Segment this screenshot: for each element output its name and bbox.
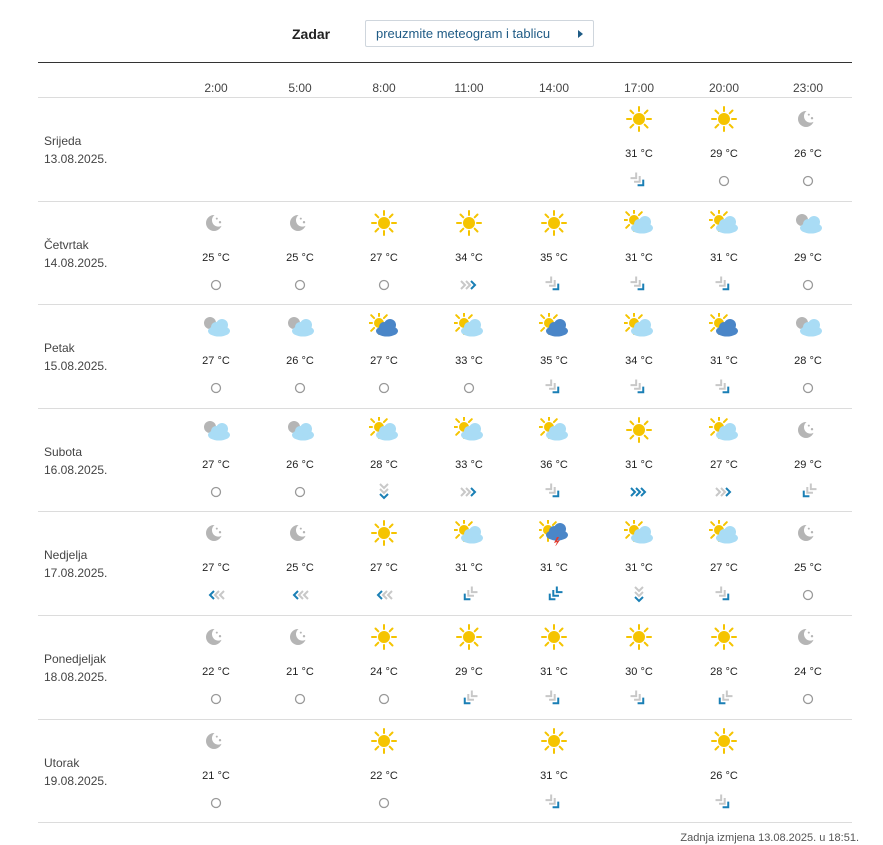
temperature: 29 °C bbox=[794, 458, 822, 471]
city-name: Zadar bbox=[292, 26, 331, 42]
moon-icon bbox=[793, 106, 823, 132]
forecast-cell bbox=[270, 305, 330, 408]
sun-cloud-icon bbox=[709, 520, 739, 546]
day-date: 13.08.2025. bbox=[44, 152, 108, 166]
forecast-cell bbox=[439, 409, 499, 512]
sun-icon bbox=[709, 106, 739, 132]
forecast-cell bbox=[186, 616, 246, 719]
calm-wind-icon bbox=[797, 586, 819, 604]
temperature: 27 °C bbox=[710, 458, 738, 471]
sun-icon bbox=[369, 210, 399, 236]
calm-wind-icon bbox=[373, 276, 395, 294]
calm-wind-icon bbox=[205, 690, 227, 708]
temperature: 31 °C bbox=[540, 769, 568, 782]
sun-cloud-icon bbox=[624, 210, 654, 236]
sun-icon bbox=[624, 417, 654, 443]
forecast-cell bbox=[186, 409, 246, 512]
temperature: 21 °C bbox=[286, 666, 314, 678]
sun-cloud-icon bbox=[709, 417, 739, 443]
day-label bbox=[44, 650, 107, 686]
wind-direction-icon bbox=[543, 276, 565, 294]
wind-direction-icon bbox=[373, 483, 395, 501]
wind-direction-icon bbox=[713, 586, 735, 604]
sun-cloud-dark-icon bbox=[709, 313, 739, 339]
last-update-text: Zadnja izmjena 13.08.2025. u 18:51. bbox=[680, 832, 859, 844]
forecast-cell bbox=[524, 720, 584, 823]
forecast-cell bbox=[186, 202, 246, 305]
temperature: 35 °C bbox=[540, 355, 568, 368]
moon-cloud-icon bbox=[285, 417, 315, 443]
day-label bbox=[44, 443, 107, 479]
calm-wind-icon bbox=[713, 172, 735, 190]
hour-label: 8:00 bbox=[372, 81, 396, 95]
forecast-cell bbox=[439, 616, 499, 719]
day-date: 18.08.2025. bbox=[44, 670, 108, 684]
temperature: 27 °C bbox=[370, 251, 398, 264]
forecast-cell bbox=[524, 616, 584, 719]
wind-direction-icon bbox=[713, 794, 735, 812]
hour-label: 17:00 bbox=[623, 81, 655, 95]
forecast-cell bbox=[354, 720, 414, 823]
calm-wind-icon bbox=[205, 379, 227, 397]
day-name: Četvrtak bbox=[44, 237, 89, 252]
forecast-cell bbox=[609, 409, 669, 512]
day-date: 17.08.2025. bbox=[44, 566, 108, 581]
temperature: 36 °C bbox=[540, 458, 568, 471]
temperature: 29 °C bbox=[455, 666, 483, 678]
day-row-utorak bbox=[38, 719, 852, 823]
sun-storm-icon bbox=[539, 520, 569, 546]
forecast-cell bbox=[694, 202, 754, 305]
sun-cloud-icon bbox=[624, 520, 654, 546]
moon-icon bbox=[285, 520, 315, 546]
temperature: 28 °C bbox=[710, 666, 738, 678]
sun-cloud-icon bbox=[454, 417, 484, 443]
moon-icon bbox=[201, 520, 231, 546]
sun-cloud-icon bbox=[709, 210, 739, 236]
forecast-cell bbox=[694, 305, 754, 408]
forecast-cell bbox=[778, 616, 838, 719]
sun-icon bbox=[539, 728, 569, 754]
temperature: 31 °C bbox=[540, 562, 568, 575]
temperature: 31 °C bbox=[625, 458, 653, 471]
forecast-cell bbox=[524, 409, 584, 512]
temperature: 28 °C bbox=[370, 458, 398, 471]
forecast-cell bbox=[524, 512, 584, 615]
moon-cloud-icon bbox=[201, 417, 231, 443]
temperature: 26 °C bbox=[710, 769, 738, 782]
wind-direction-icon bbox=[713, 483, 735, 501]
wind-direction-icon bbox=[713, 276, 735, 294]
forecast-cell bbox=[609, 616, 669, 719]
moon-icon bbox=[285, 624, 315, 650]
sun-icon bbox=[369, 624, 399, 650]
forecast-cell bbox=[778, 512, 838, 615]
wind-direction-icon bbox=[713, 690, 735, 708]
wind-direction-icon bbox=[713, 379, 735, 397]
temperature: 31 °C bbox=[710, 251, 738, 264]
wind-direction-icon bbox=[628, 586, 650, 604]
day-name: Subota bbox=[44, 444, 83, 459]
temperature: 31 °C bbox=[540, 666, 568, 678]
temperature: 34 °C bbox=[455, 251, 483, 264]
wind-direction-icon bbox=[797, 483, 819, 501]
forecast-cell bbox=[609, 202, 669, 305]
temperature: 34 °C bbox=[625, 355, 653, 368]
header-divider bbox=[38, 62, 852, 63]
hour-label: 2:00 bbox=[204, 81, 228, 95]
calm-wind-icon bbox=[289, 379, 311, 397]
temperature: 31 °C bbox=[625, 562, 653, 575]
sun-cloud-dark-icon bbox=[369, 313, 399, 339]
temperature: 24 °C bbox=[370, 666, 398, 678]
moon-cloud-icon bbox=[201, 313, 231, 339]
sun-cloud-dark-icon bbox=[539, 313, 569, 339]
day-date: 16.08.2025. bbox=[44, 462, 108, 477]
wind-direction-icon bbox=[458, 690, 480, 708]
calm-wind-icon bbox=[289, 483, 311, 501]
forecast-cell bbox=[186, 305, 246, 408]
calm-wind-icon bbox=[205, 276, 227, 294]
wind-direction-icon bbox=[458, 276, 480, 294]
day-label bbox=[44, 546, 107, 582]
temperature: 29 °C bbox=[794, 251, 822, 264]
calm-wind-icon bbox=[205, 483, 227, 501]
forecast-cell bbox=[778, 305, 838, 408]
forecast-cell bbox=[694, 616, 754, 719]
wind-direction-icon bbox=[373, 586, 395, 604]
forecast-cell bbox=[609, 512, 669, 615]
wind-direction-icon bbox=[289, 586, 311, 604]
day-row-srijeda bbox=[38, 97, 852, 201]
temperature: 25 °C bbox=[286, 562, 314, 575]
temperature: 31 °C bbox=[625, 251, 653, 264]
temperature: 31 °C bbox=[625, 148, 653, 160]
temperature: 27 °C bbox=[370, 562, 398, 575]
moon-icon bbox=[201, 210, 231, 236]
forecast-cell bbox=[778, 409, 838, 512]
wind-direction-icon bbox=[543, 586, 565, 604]
sun-cloud-icon bbox=[454, 520, 484, 546]
day-name: Petak bbox=[44, 341, 75, 356]
hour-label: 20:00 bbox=[708, 81, 740, 95]
forecast-cell bbox=[354, 409, 414, 512]
sun-icon bbox=[454, 624, 484, 650]
header bbox=[0, 0, 883, 64]
hour-label: 23:00 bbox=[792, 81, 824, 95]
moon-cloud-icon bbox=[793, 210, 823, 236]
temperature: 26 °C bbox=[286, 458, 314, 471]
forecast-cell bbox=[609, 305, 669, 408]
forecast-cell bbox=[439, 512, 499, 615]
forecast-cell bbox=[354, 616, 414, 719]
day-name: Utorak bbox=[44, 755, 80, 770]
calm-wind-icon bbox=[458, 379, 480, 397]
wind-direction-icon bbox=[458, 483, 480, 501]
temperature: 31 °C bbox=[455, 562, 483, 575]
sun-icon bbox=[539, 210, 569, 236]
sun-icon bbox=[369, 728, 399, 754]
day-name: Nedjelja bbox=[44, 548, 88, 563]
moon-icon bbox=[793, 624, 823, 650]
day-date: 14.08.2025. bbox=[44, 255, 108, 270]
temperature: 35 °C bbox=[540, 251, 568, 264]
sun-cloud-icon bbox=[539, 417, 569, 443]
forecast-cell bbox=[354, 305, 414, 408]
calm-wind-icon bbox=[289, 690, 311, 708]
forecast-cell bbox=[694, 512, 754, 615]
calm-wind-icon bbox=[797, 172, 819, 190]
wind-direction-icon bbox=[628, 276, 650, 294]
forecast-cell bbox=[609, 98, 669, 201]
temperature: 27 °C bbox=[202, 458, 230, 471]
moon-icon bbox=[793, 520, 823, 546]
temperature: 22 °C bbox=[370, 769, 398, 782]
calm-wind-icon bbox=[373, 690, 395, 708]
forecast-cell bbox=[354, 512, 414, 615]
temperature: 25 °C bbox=[202, 251, 230, 264]
wind-direction-icon bbox=[628, 483, 650, 501]
forecast-cell bbox=[186, 720, 246, 823]
day-name: Srijeda bbox=[44, 134, 82, 148]
wind-direction-icon bbox=[543, 483, 565, 501]
sun-icon bbox=[709, 728, 739, 754]
forecast-cell bbox=[694, 720, 754, 823]
forecast-cell bbox=[270, 409, 330, 512]
forecast-cell bbox=[694, 409, 754, 512]
forecast-cell bbox=[270, 202, 330, 305]
caret-right-icon bbox=[578, 30, 583, 38]
calm-wind-icon bbox=[205, 794, 227, 812]
calm-wind-icon bbox=[373, 794, 395, 812]
day-label bbox=[44, 754, 107, 790]
day-label bbox=[44, 236, 107, 272]
forecast-cell bbox=[778, 98, 838, 201]
day-label bbox=[44, 132, 107, 168]
temperature: 27 °C bbox=[710, 562, 738, 575]
day-row-ponedjeljak bbox=[38, 615, 852, 719]
forecast-cell bbox=[524, 202, 584, 305]
temperature: 30 °C bbox=[625, 666, 653, 678]
sun-icon bbox=[454, 210, 484, 236]
temperature: 25 °C bbox=[794, 562, 822, 575]
download-button-label: preuzmite meteogram i tablicu bbox=[376, 26, 551, 41]
moon-icon bbox=[285, 210, 315, 236]
forecast-cell bbox=[694, 98, 754, 201]
moon-cloud-icon bbox=[285, 313, 315, 339]
day-row-subota bbox=[38, 408, 852, 512]
download-meteogram-button[interactable] bbox=[365, 20, 594, 47]
temperature: 27 °C bbox=[202, 562, 230, 575]
hour-label: 5:00 bbox=[288, 81, 312, 95]
temperature: 24 °C bbox=[794, 666, 822, 678]
day-date: 19.08.2025. bbox=[44, 773, 108, 788]
moon-cloud-icon bbox=[793, 313, 823, 339]
wind-direction-icon bbox=[205, 586, 227, 604]
temperature: 33 °C bbox=[455, 355, 483, 368]
forecast-cell bbox=[186, 512, 246, 615]
moon-icon bbox=[793, 417, 823, 443]
temperature: 27 °C bbox=[202, 355, 230, 368]
temperature: 29 °C bbox=[710, 148, 738, 160]
hour-label: 11:00 bbox=[454, 81, 484, 95]
temperature: 25 °C bbox=[286, 251, 314, 264]
hour-label: 14:00 bbox=[538, 81, 570, 95]
forecast-cell bbox=[439, 305, 499, 408]
wind-direction-icon bbox=[458, 586, 480, 604]
sun-icon bbox=[709, 624, 739, 650]
sun-cloud-icon bbox=[454, 313, 484, 339]
hour-header-row bbox=[38, 81, 852, 97]
wind-direction-icon bbox=[543, 690, 565, 708]
temperature: 27 °C bbox=[370, 355, 398, 368]
wind-direction-icon bbox=[628, 172, 650, 190]
temperature: 33 °C bbox=[455, 458, 483, 471]
temperature: 28 °C bbox=[794, 355, 822, 368]
calm-wind-icon bbox=[289, 276, 311, 294]
day-row-nedjelja bbox=[38, 511, 852, 615]
sun-icon bbox=[539, 624, 569, 650]
day-label bbox=[44, 339, 107, 375]
sun-cloud-icon bbox=[624, 313, 654, 339]
temperature: 26 °C bbox=[286, 355, 314, 368]
wind-direction-icon bbox=[628, 690, 650, 708]
temperature: 31 °C bbox=[710, 355, 738, 368]
footer-divider bbox=[38, 822, 852, 823]
forecast-cell bbox=[270, 512, 330, 615]
day-row-etvrtak bbox=[38, 201, 852, 305]
forecast-cell bbox=[439, 202, 499, 305]
calm-wind-icon bbox=[373, 379, 395, 397]
sun-icon bbox=[624, 624, 654, 650]
wind-direction-icon bbox=[628, 379, 650, 397]
forecast-cell bbox=[270, 616, 330, 719]
sun-icon bbox=[624, 106, 654, 132]
day-name: Ponedjeljak bbox=[44, 652, 107, 666]
sun-icon bbox=[369, 520, 399, 546]
moon-icon bbox=[201, 728, 231, 754]
calm-wind-icon bbox=[797, 276, 819, 294]
wind-direction-icon bbox=[543, 794, 565, 812]
day-row-petak bbox=[38, 304, 852, 408]
calm-wind-icon bbox=[797, 690, 819, 708]
calm-wind-icon bbox=[797, 379, 819, 397]
forecast-cell bbox=[778, 202, 838, 305]
forecast-cell bbox=[524, 305, 584, 408]
sun-cloud-icon bbox=[369, 417, 399, 443]
wind-direction-icon bbox=[543, 379, 565, 397]
temperature: 21 °C bbox=[202, 769, 230, 782]
temperature: 22 °C bbox=[202, 666, 230, 678]
forecast-cell bbox=[354, 202, 414, 305]
moon-icon bbox=[201, 624, 231, 650]
day-date: 15.08.2025. bbox=[44, 359, 108, 374]
temperature: 26 °C bbox=[794, 148, 822, 160]
